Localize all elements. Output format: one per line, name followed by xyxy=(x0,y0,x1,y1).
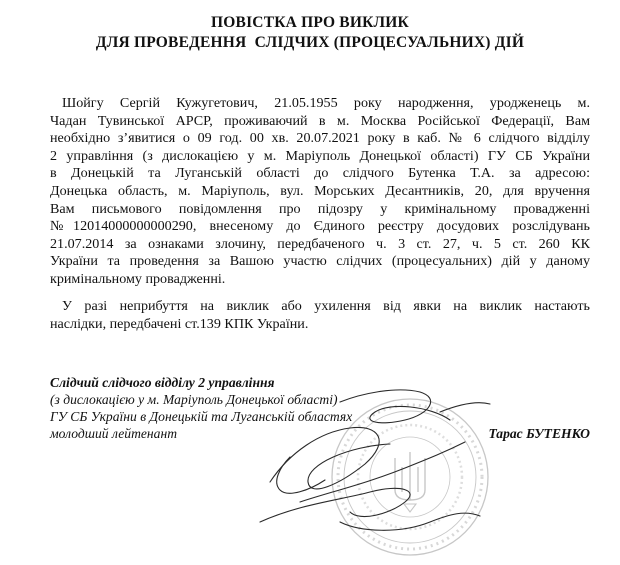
paragraph-1-line: Чадан Тувинської АРСР, проживаючий в м. Москва Російської Федерації, Вам xyxy=(50,112,590,129)
signatory-position: Слідчий слідчого відділу 2 управління xyxy=(50,375,275,390)
paragraph-2-line: У разі неприбуття на виклик або ухилення від явки на виклик настають xyxy=(62,298,590,314)
paragraph-2-line: наслідки, передбачені ст.139 КПК України. xyxy=(50,315,309,332)
summons-paragraph-2 xyxy=(50,298,590,333)
document-title-line-2: ДЛЯ ПРОВЕДЕННЯ СЛІДЧИХ (ПРОЦЕСУАЛЬНИХ) ДІЙ xyxy=(95,34,525,51)
paragraph-1-line: в Донецькій та Луганській області до слідчого Бутенка Т.А. за адресою: xyxy=(50,165,590,182)
summons-paragraph-1 xyxy=(50,95,590,289)
document-title-line-1: ПОВІСТКА ПРО ВИКЛИК xyxy=(211,14,409,31)
paragraph-1-line: Донецька область, м. Маріуполь, вул. Морських Десантників, 20, для вручення xyxy=(50,182,590,199)
paragraph-1-line: необхідно з’явитися о 09 год. 00 хв. 20.07.2021 року в каб. № 6 слідчого відділу xyxy=(50,130,590,147)
signatory-department: ГУ СБ України в Донецькій та Луганській областях xyxy=(50,409,353,424)
paragraph-1-line: №12014000000000290, внесеному до Єдиного реєстру досудових розслідувань xyxy=(50,218,590,235)
signature-block xyxy=(50,374,590,442)
signatory-unit-location: (з дислокацією у м. Маріуполь Донецької області) xyxy=(50,392,338,407)
signatory-rank: молодший лейтенант xyxy=(50,426,178,441)
paragraph-1-line: Шойгу Сергій Кужугетович, 21.05.1955 року народження, уродженець м. xyxy=(62,95,590,111)
paragraph-1-line: України та проведення за Вашою участю слідчих (процесуальних) дій у даному xyxy=(50,253,590,270)
paragraph-1-line: Вам письмового повідомлення про підозру у кримінальному провадженні xyxy=(50,200,590,217)
signatory-name: Тарас БУТЕНКО xyxy=(488,426,590,441)
paragraph-1-line: кримінальному провадженні. xyxy=(50,270,226,287)
paragraph-1-line: 2 управління (з дислокацією у м. Маріуполь Донецької області) ГУ СБ України xyxy=(50,147,590,164)
paragraph-1-line: 21.07.2014 за ознаками злочину, передбаченого ч. 3 ст. 27, ч. 5 ст. 260 КК xyxy=(50,235,590,252)
